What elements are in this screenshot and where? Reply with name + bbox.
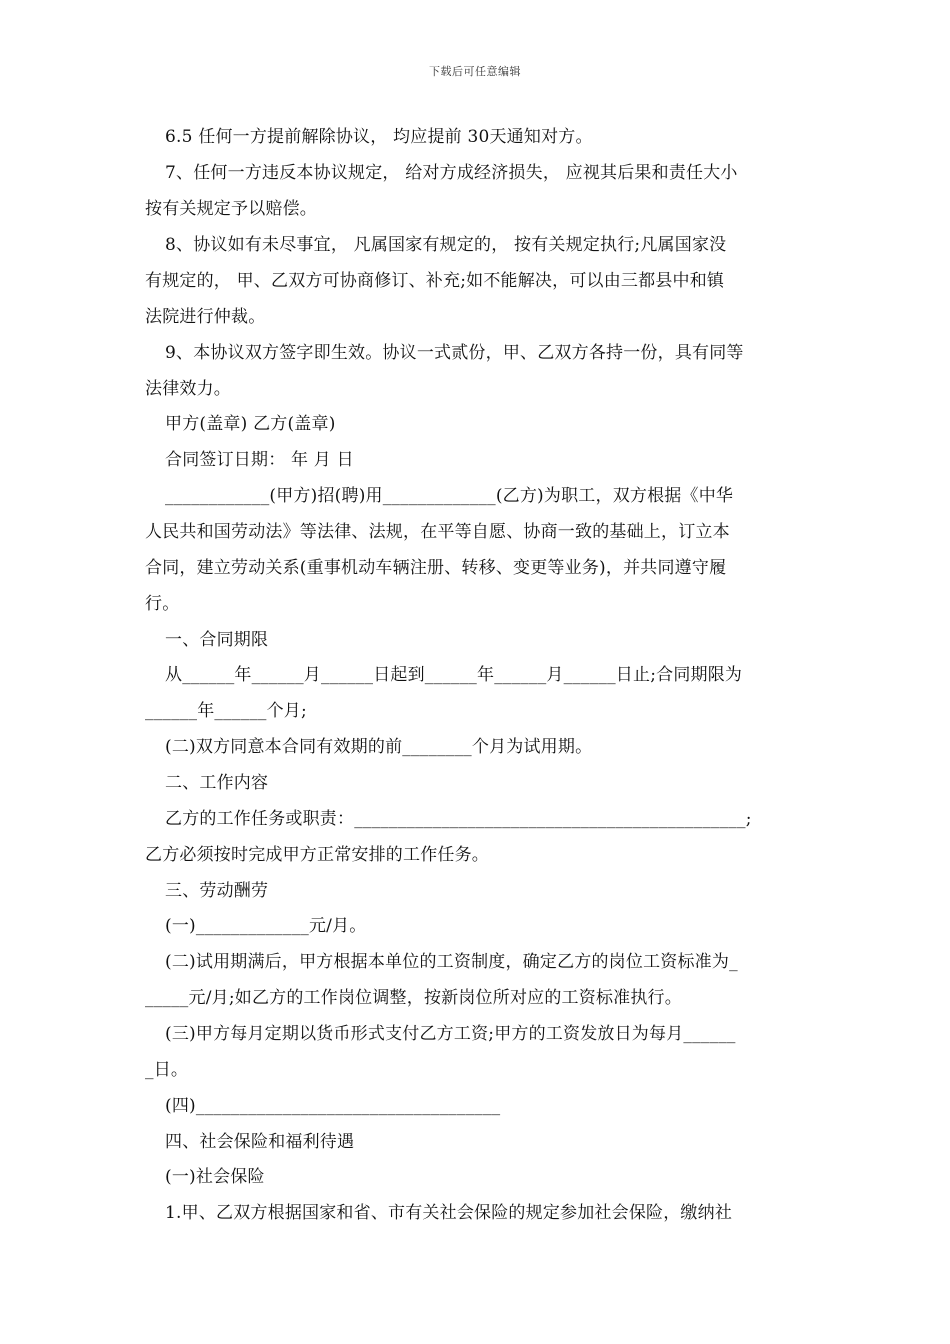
document-line: (三)甲方每月定期以货币形式支付乙方工资;甲方的工资发放日为每月______ (165, 1024, 736, 1044)
document-line: (四)___________________________________ (165, 1096, 501, 1116)
document-line: 1.甲、乙双方根据国家和省、市有关社会保险的规定参加社会保险，缴纳社 (165, 1203, 733, 1223)
document-line: (二)试用期满后，甲方根据本单位的工资制度，确定乙方的岗位工资标准为_ (165, 952, 738, 972)
document-line: 四、社会保险和福利待遇 (165, 1132, 355, 1152)
document-line: 乙方的工作任务或职责：_____________________________________________; (165, 809, 752, 829)
document-line: 一、合同期限 (165, 630, 269, 650)
document-line: 合同签订日期： 年 月 日 (165, 450, 354, 470)
document-line: 按有关规定予以赔偿。 (145, 199, 317, 219)
document-line: 合同，建立劳动关系(重事机动车辆注册、转移、变更等业务)，并共同遵守履 (145, 558, 727, 578)
document-line: _日。 (145, 1060, 189, 1080)
document-line: 从______年______月______日起到______年______月______日止;合同期限为 (165, 665, 743, 685)
document-line: 三、劳动酬劳 (165, 881, 269, 901)
document-line: 有规定的， 甲、乙双方可协商修订、补充;如不能解决，可以由三都县中和镇 (145, 271, 725, 291)
document-line: _____元/月;如乙方的工作岗位调整，按新岗位所对应的工资标准执行。 (145, 988, 682, 1008)
document-line: 法院进行仲裁。 (145, 307, 266, 327)
document-line: 7、任何一方违反本协议规定， 给对方成经济损失， 应视其后果和责任大小 (165, 163, 738, 183)
document-line: ______年______个月; (145, 701, 307, 721)
document-line: 行。 (145, 594, 180, 614)
document-line: 甲方(盖章) 乙方(盖章) (165, 414, 336, 434)
document-line: (一)_____________元/月。 (165, 916, 367, 936)
document-line: 二、工作内容 (165, 773, 269, 793)
document-line: 乙方必须按时完成甲方正常安排的工作任务。 (145, 845, 489, 865)
document-line: 9、本协议双方签字即生效。协议一式贰份，甲、乙双方各持一份，具有同等 (165, 343, 744, 363)
document-line: 人民共和国劳动法》等法律、法规，在平等自愿、协商一致的基础上，订立本 (145, 522, 730, 542)
document-line: 法律效力。 (145, 379, 231, 399)
header-note: 下载后可任意编辑 (429, 65, 521, 78)
document-line: (二)双方同意本合同有效期的前________个月为试用期。 (165, 737, 593, 757)
document-line: 8、协议如有未尽事宜， 凡属国家有规定的， 按有关规定执行;凡属国家没 (165, 235, 727, 255)
document-line: 6.5 任何一方提前解除协议， 均应提前 30天通知对方。 (165, 127, 593, 147)
document-line: ____________(甲方)招(聘)用_____________(乙方)为职工，双方根据《中华 (165, 486, 734, 506)
document-line: (一)社会保险 (165, 1167, 265, 1187)
